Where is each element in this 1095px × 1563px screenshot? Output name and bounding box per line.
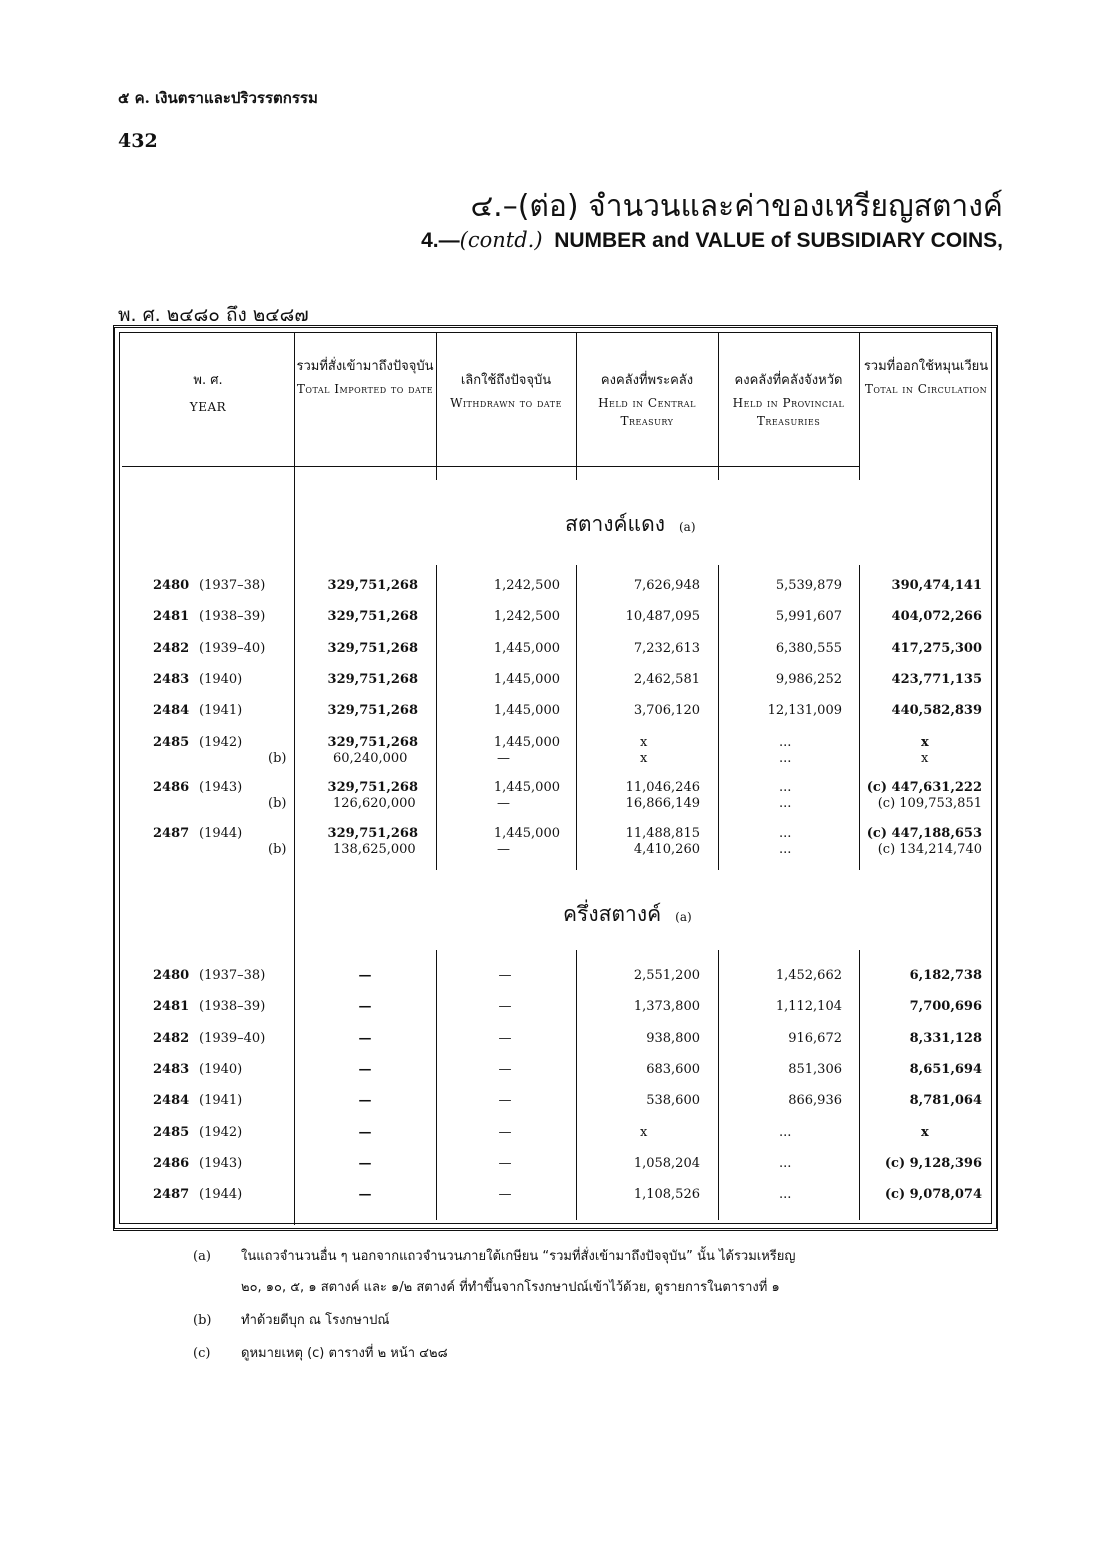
year-ce: (1943) [199,780,243,795]
footnote-text: ๒๐, ๑๐, ๕, ๑ สตางค์ และ ๑/๒ สตางค์ ที่ทำขึ้นจากโรงกษาปณ์เข้าไว้ด้วย, ดูรายการในตารางที่ ๑ [241,1280,780,1295]
held-provincial-b: ... [779,842,792,857]
running-head: ๕ ค. เงินตราและปริวรรตกรรม [118,89,318,107]
year-be: 2487 [153,1187,190,1202]
total-circulation-b: x [921,751,929,766]
footnote [193,1309,389,1330]
column-header-english: Total in Circulation [864,382,988,396]
year-ce: (1944) [199,826,243,841]
total-imported: — [358,968,372,983]
section-title [565,508,696,541]
held-provincial: 9,986,252 [775,672,842,687]
year-ce: (1940) [199,1062,243,1077]
footnote-text: ทำด้วยดีบุก ณ โรงกษาปณ์ [241,1313,390,1328]
footnote [193,1342,448,1363]
year-be: 2482 [153,641,190,656]
total-imported: — [358,1093,372,1108]
withdrawn: 1,445,000 [493,735,560,750]
year-be: 2483 [153,672,190,687]
held-central: 11,046,246 [625,780,700,795]
held-provincial-b: ... [779,751,792,766]
note-b-mark: (b) [268,796,287,811]
column-divider [294,480,295,1225]
column-header-thai: คงคลังที่พระคลัง [600,373,694,388]
year-be: 2486 [153,1156,190,1171]
year-be: 2486 [153,780,190,795]
withdrawn: — [498,1062,512,1077]
held-provincial: 5,991,607 [775,609,842,624]
withdrawn: — [498,1187,512,1202]
total-circulation: 390,474,141 [891,578,982,593]
total-circulation: 417,275,300 [891,641,982,656]
held-central: 1,108,526 [633,1187,700,1202]
title-number: 4.— [421,229,460,252]
withdrawn-b: — [497,842,510,857]
held-central: 3,706,120 [633,703,700,718]
held-central: 10,487,095 [625,609,700,624]
held-central: 7,232,613 [633,641,700,656]
column-header [122,372,294,416]
total-imported: — [358,1062,372,1077]
column-divider [436,565,437,870]
column-divider [436,950,437,1220]
title-main: NUMBER and VALUE of SUBSIDIARY COINS, [554,229,1003,252]
total-imported-b: 60,240,000 [333,751,408,766]
column-header-thai: พ. ศ. [193,373,223,388]
held-provincial: 851,306 [788,1062,842,1077]
withdrawn: — [498,968,512,983]
year-ce: (1941) [199,1093,243,1108]
title-contd: (contd.) [459,228,543,252]
held-provincial: 5,539,879 [775,578,842,593]
section-title [563,898,692,931]
section-title-text: ครึ่งสตางค์ [563,902,662,926]
withdrawn: 1,445,000 [493,780,560,795]
column-header [294,358,436,398]
page-number: 432 [118,130,158,152]
held-provincial: 1,452,662 [775,968,842,983]
total-imported-b: 126,620,000 [333,796,416,811]
column-header-thai: รวมที่สั่งเข้ามาถึงปัจจุบัน [296,359,434,374]
withdrawn: 1,242,500 [493,609,560,624]
total-imported: — [358,1125,372,1140]
withdrawn: 1,242,500 [493,578,560,593]
year-be: 2480 [153,968,190,983]
total-imported: 329,751,268 [327,609,418,624]
year-ce: (1939–40) [199,641,266,656]
withdrawn: 1,445,000 [493,641,560,656]
footnote [193,1276,780,1297]
footnote [193,1245,795,1266]
total-circulation: (c) 447,631,222 [866,780,982,795]
withdrawn: 1,445,000 [493,826,560,841]
total-circulation: 404,072,266 [891,609,982,624]
total-circulation: 7,700,696 [909,999,982,1014]
note-b-mark: (b) [268,842,287,857]
held-central-b: 4,410,260 [633,842,700,857]
year-be: 2481 [153,609,190,624]
held-central: x [640,735,648,750]
total-circulation: (c) 447,188,653 [866,826,982,841]
total-imported: 329,751,268 [327,780,418,795]
total-circulation: x [921,1125,929,1140]
withdrawn-b: — [497,751,510,766]
note-b-mark: (b) [268,751,287,766]
total-imported: — [358,1031,372,1046]
footnote-mark: (c) [193,1346,211,1361]
held-central-b: x [640,751,648,766]
year-be: 2485 [153,1125,190,1140]
total-imported: 329,751,268 [327,578,418,593]
year-ce: (1943) [199,1156,243,1171]
total-imported: 329,751,268 [327,735,418,750]
total-circulation-b: (c) 109,753,851 [877,796,982,811]
column-divider [718,465,719,480]
column-header-english: Held in Central Treasury [598,396,696,428]
year-be: 2480 [153,578,190,593]
year-be: 2487 [153,826,190,841]
total-imported-b: 138,625,000 [333,842,416,857]
column-divider [859,333,860,465]
held-provincial: 6,380,555 [775,641,842,656]
total-imported: — [358,999,372,1014]
column-header-thai: คงคลังที่คลังจังหวัด [734,373,843,388]
held-provincial: 12,131,009 [767,703,842,718]
total-imported: 329,751,268 [327,641,418,656]
year-be: 2484 [153,1093,190,1108]
held-central: 938,800 [646,1031,700,1046]
column-header-english: Withdrawn to date [450,396,562,410]
total-circulation: (c) 9,078,074 [884,1187,982,1202]
total-circulation: x [921,735,929,750]
withdrawn: 1,445,000 [493,672,560,687]
column-header [718,372,859,430]
total-circulation: 440,582,839 [891,703,982,718]
total-imported: 329,751,268 [327,672,418,687]
section-note: (a) [675,910,692,924]
held-provincial: 866,936 [788,1093,842,1108]
column-divider [436,465,437,480]
held-central: 11,488,815 [625,826,700,841]
column-header [436,372,576,412]
held-provincial: 1,112,104 [775,999,842,1014]
column-header [576,372,718,430]
footnote-text: ในแถวจำนวนอื่น ๆ นอกจากแถวจำนวนภายใต้เกษียน “รวมที่สั่งเข้ามาถึงปัจจุบัน” นั้น ได้รวมเหรียญ [241,1249,796,1264]
total-circulation: 8,651,694 [909,1062,982,1077]
column-header-thai: รวมที่ออกใช้หมุนเวียน [863,359,989,374]
held-central: 7,626,948 [633,578,700,593]
column-divider [859,950,860,1220]
total-circulation-b: (c) 134,214,740 [877,842,982,857]
held-provincial: ... [779,1156,792,1171]
column-divider [718,950,719,1220]
total-circulation: 6,182,738 [909,968,982,983]
withdrawn: — [498,1093,512,1108]
withdrawn: — [498,1156,512,1171]
held-provincial: ... [779,780,792,795]
year-ce: (1938–39) [199,609,266,624]
column-header-english: YEAR [189,400,227,414]
column-divider [718,565,719,870]
year-ce: (1942) [199,735,243,750]
total-imported: — [358,1156,372,1171]
held-provincial: ... [779,826,792,841]
held-central: x [640,1125,648,1140]
column-divider [859,565,860,870]
withdrawn-b: — [497,796,510,811]
total-circulation: (c) 9,128,396 [884,1156,982,1171]
table-title-english [421,228,1003,253]
column-header-english: Held in Provincial Treasuries [732,396,845,428]
withdrawn: 1,445,000 [493,703,560,718]
footnote-mark: (b) [193,1313,212,1328]
year-be: 2485 [153,735,190,750]
held-provincial: ... [779,1125,792,1140]
withdrawn: — [498,999,512,1014]
held-provincial: 916,672 [788,1031,842,1046]
column-divider [576,465,577,480]
year-ce: (1939–40) [199,1031,266,1046]
period-label: พ. ศ. ๒๔๘๐ ถึง ๒๔๘๗ [118,304,309,326]
year-ce: (1937–38) [199,578,266,593]
held-provincial-b: ... [779,796,792,811]
held-central: 1,058,204 [633,1156,700,1171]
column-header [859,358,993,398]
column-header-thai: เลิกใช้ถึงปัจจุบัน [460,373,552,388]
year-be: 2484 [153,703,190,718]
held-central: 538,600 [646,1093,700,1108]
year-be: 2483 [153,1062,190,1077]
year-ce: (1942) [199,1125,243,1140]
year-ce: (1937–38) [199,968,266,983]
table-title-thai: ๔.–(ต่อ) จำนวนและค่าของเหรียญสตางค์ [470,189,1003,224]
column-divider [294,333,295,465]
withdrawn: — [498,1125,512,1140]
held-central: 2,462,581 [633,672,700,687]
total-imported: 329,751,268 [327,826,418,841]
column-divider [859,465,860,480]
withdrawn: — [498,1031,512,1046]
column-divider [576,565,577,870]
footnote-mark: (a) [193,1249,211,1264]
total-imported: — [358,1187,372,1202]
held-central-b: 16,866,149 [625,796,700,811]
total-circulation: 8,781,064 [909,1093,982,1108]
total-circulation: 423,771,135 [891,672,982,687]
total-circulation: 8,331,128 [909,1031,982,1046]
year-ce: (1941) [199,703,243,718]
section-note: (a) [678,520,696,534]
year-ce: (1938–39) [199,999,266,1014]
year-ce: (1944) [199,1187,243,1202]
column-divider [294,465,295,480]
header-rule [122,466,860,467]
total-imported: 329,751,268 [327,703,418,718]
column-divider [576,950,577,1220]
section-title-text: สตางค์แดง [565,512,665,536]
column-header-english: Total Imported to date [296,382,434,396]
held-central: 683,600 [646,1062,700,1077]
year-be: 2481 [153,999,190,1014]
held-central: 1,373,800 [633,999,700,1014]
year-be: 2482 [153,1031,190,1046]
year-ce: (1940) [199,672,243,687]
held-provincial: ... [779,1187,792,1202]
held-provincial: ... [779,735,792,750]
held-central: 2,551,200 [633,968,700,983]
footnote-text: ดูหมายเหตุ (c) ตารางที่ ๒ หน้า ๔๒๘ [241,1346,448,1361]
